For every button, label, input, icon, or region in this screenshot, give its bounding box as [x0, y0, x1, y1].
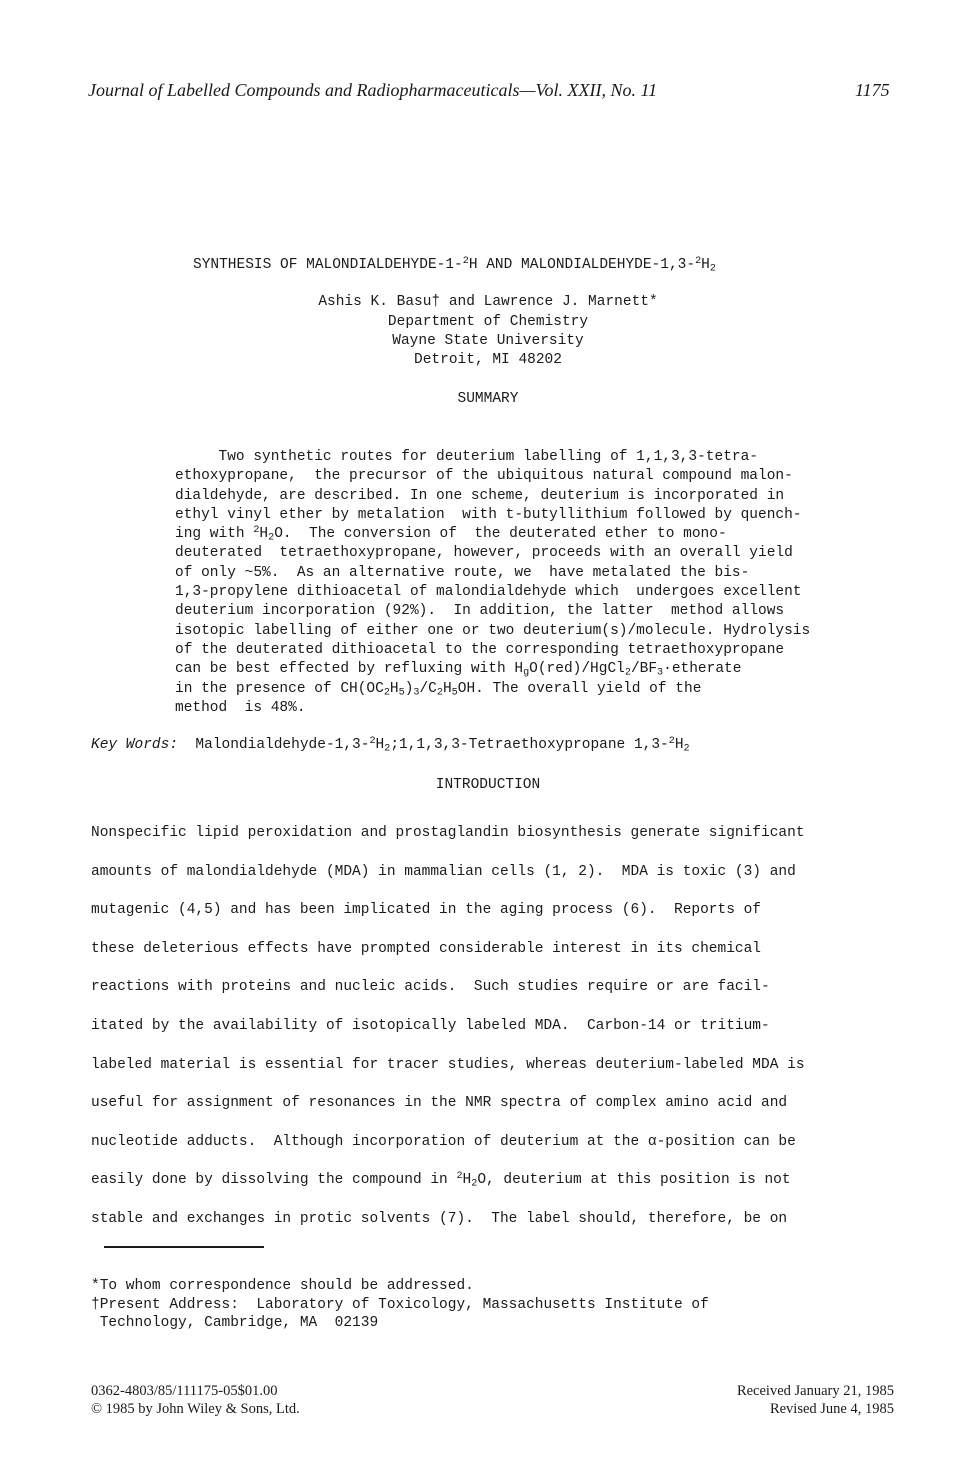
- manuscript-dates: [660, 1382, 894, 1418]
- abstract-line: ing with $^2H_2O$. The conversion of the deuterated ether to mono-: [175, 525, 727, 544]
- abstract-line: dialdehyde, are described. In one scheme, deuterium is incorporated in: [175, 487, 785, 504]
- key-words-label: Key Words:: [91, 737, 179, 753]
- summary-abstract: [175, 448, 895, 718]
- abstract-line: deuterated tetraethoxypropane, however, proceeds with an overall yield: [175, 545, 793, 562]
- footnote-divider: [104, 1246, 264, 1248]
- key-words: Key Words: Malondialdehyde-$1,3-^2H_2;1,1,3,3$-Tetraethoxypropane $1,3-^2H_2$: [91, 735, 690, 755]
- footnote-present-address: †Present Address: Laboratory of Toxicology, Massachusetts Institute of: [91, 1296, 709, 1313]
- journal-header: Journal of Labelled Compounds and Radiopharmaceuticals—Vol. XXII, No. 11: [88, 80, 658, 100]
- body-line: these deleterious effects have prompted considerable interest in its chemical: [91, 940, 762, 957]
- author-city: Detroit, MI 48202: [414, 352, 562, 368]
- abstract-line: 1,3-propylene dithioacetal of malondialdehyde which undergoes excellent: [175, 584, 802, 601]
- footnote-present-address-cont: Technology, Cambridge, MA 02139: [91, 1315, 379, 1331]
- summary-heading: SUMMARY: [457, 391, 519, 407]
- body-line: reactions with proteins and nucleic acids. Such studies require or are facil-: [91, 979, 770, 996]
- author-department: Department of Chemistry: [387, 314, 589, 330]
- body-line: amounts of malondialdehyde (MDA) in mammalian cells (1, 2). MDA is toxic (3) and: [91, 863, 796, 880]
- author-university: Wayne State University: [392, 333, 584, 349]
- body-line: mutagenic (4,5) and has been implicated in the aging process (6). Reports of: [91, 902, 762, 919]
- abstract-line: of the deuterated dithioacetal to the corresponding tetraethoxypropane: [175, 641, 785, 658]
- body-line: useful for assignment of resonances in the NMR spectra of complex amino acid and: [91, 1095, 788, 1112]
- abstract-line: ethyl vinyl ether by metalation with t-butyllithium followed by quench-: [175, 506, 802, 523]
- copyright-notice: © 1985 by John Wiley & Sons, Ltd.: [91, 1401, 300, 1417]
- body-line: stable and exchanges in protic solvents (7). The label should, therefore, be on: [91, 1210, 788, 1227]
- author-names: Ashis K. Basu† and Lawrence J. Marnett*: [318, 294, 658, 310]
- issn-code: 0362-4803/85/111175-05$01.00: [91, 1383, 278, 1399]
- body-line: labeled material is essential for tracer studies, whereas deuterium-labeled MDA is: [91, 1056, 805, 1073]
- abstract-line: deuterium incorporation (92%). In addition, the latter method allows: [175, 603, 785, 620]
- footnotes: [91, 1277, 709, 1333]
- introduction-heading: INTRODUCTION: [435, 777, 541, 793]
- introduction-body: [91, 814, 891, 1239]
- body-line: easily done by dissolving the compound in $^2H_2O$, deuterium at this position is not: [91, 1171, 791, 1190]
- publication-info: [91, 1382, 300, 1418]
- abstract-line: can be best effected by refluxing with $H_gO(red)/HgCl_2/BF_3\cdot etherate$: [175, 661, 742, 679]
- paper-title: SYNTHESIS OF MALONDIALDEHYDE-1-$^2$H AND MALONDIALDEHYDE-$1,3-^2H_2$: [193, 255, 716, 275]
- abstract-line: ethoxypropane, the precursor of the ubiquitous natural compound malon-: [175, 468, 793, 485]
- abstract-line: isotopic labelling of either one or two deuterium(s)/molecule. Hydrolysis: [175, 622, 811, 639]
- page-number: 1175: [855, 80, 890, 100]
- abstract-line: of only ~5%. As an alternative route, we have metalated the bis-: [175, 564, 750, 581]
- revised-date: Revised June 4, 1985: [769, 1401, 894, 1417]
- body-line: nucleotide adducts. Although incorporation of deuterium at the α-position can be: [91, 1133, 796, 1150]
- footnote-correspondence: *To whom correspondence should be addressed.: [91, 1278, 474, 1294]
- abstract-line: method is 48%.: [175, 699, 306, 716]
- body-line: Nonspecific lipid peroxidation and prostaglandin biosynthesis generate significant: [91, 825, 805, 841]
- body-line: itated by the availability of isotopically labeled MDA. Carbon-14 or tritium-: [91, 1017, 770, 1034]
- received-date: Received January 21, 1985: [736, 1383, 894, 1399]
- abstract-line: in the presence of $CH(OC_2H_5)_3/C_2H_5OH$. The overall yield of the: [175, 680, 702, 699]
- abstract-line: Two synthetic routes for deuterium labelling of 1,1,3,3-tetra-: [175, 449, 758, 465]
